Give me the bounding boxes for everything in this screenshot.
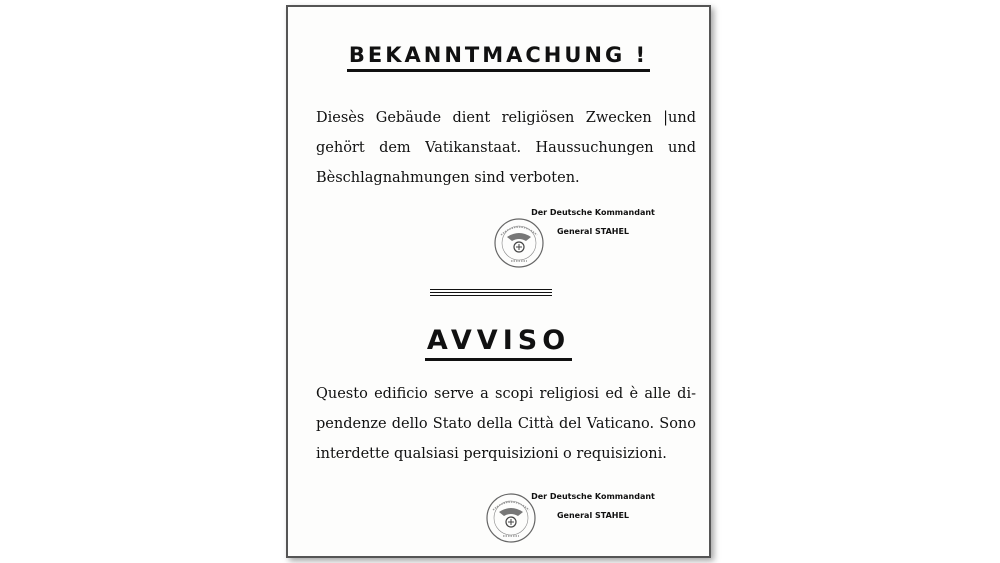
italian-text-line: pendenze dello Stato della Città del Vaticano. Sono	[316, 416, 696, 432]
notice-poster	[286, 5, 711, 558]
italian-text-line: Questo edificio serve a scopi religiosi ed è alle di-	[316, 386, 696, 402]
official-stamp-icon	[493, 217, 545, 269]
german-text-line: gehört dem Vatikanstaat. Haussuchungen und	[316, 140, 696, 156]
german-text-line: Diesès Gebäude dient religiösen Zwecken |und	[316, 110, 696, 126]
german-text	[316, 103, 696, 193]
italian-title: AVVISO	[288, 325, 709, 361]
signature-title: Der Deutsche Kommandant	[531, 208, 655, 217]
signature-title: Der Deutsche Kommandant	[531, 492, 655, 501]
section-divider	[430, 289, 552, 298]
italian-signature	[513, 487, 673, 525]
german-title: BEKANNTMACHUNG !	[288, 43, 709, 72]
signature-name: General STAHEL	[556, 227, 630, 236]
official-stamp-icon	[485, 492, 537, 544]
italian-text-line: interdette qualsiasi perquisizioni o requisizioni.	[316, 446, 667, 462]
german-text-line: Bèschlagnahmungen sind verboten.	[316, 170, 580, 186]
italian-text	[316, 379, 696, 469]
signature-name: General STAHEL	[556, 511, 630, 520]
